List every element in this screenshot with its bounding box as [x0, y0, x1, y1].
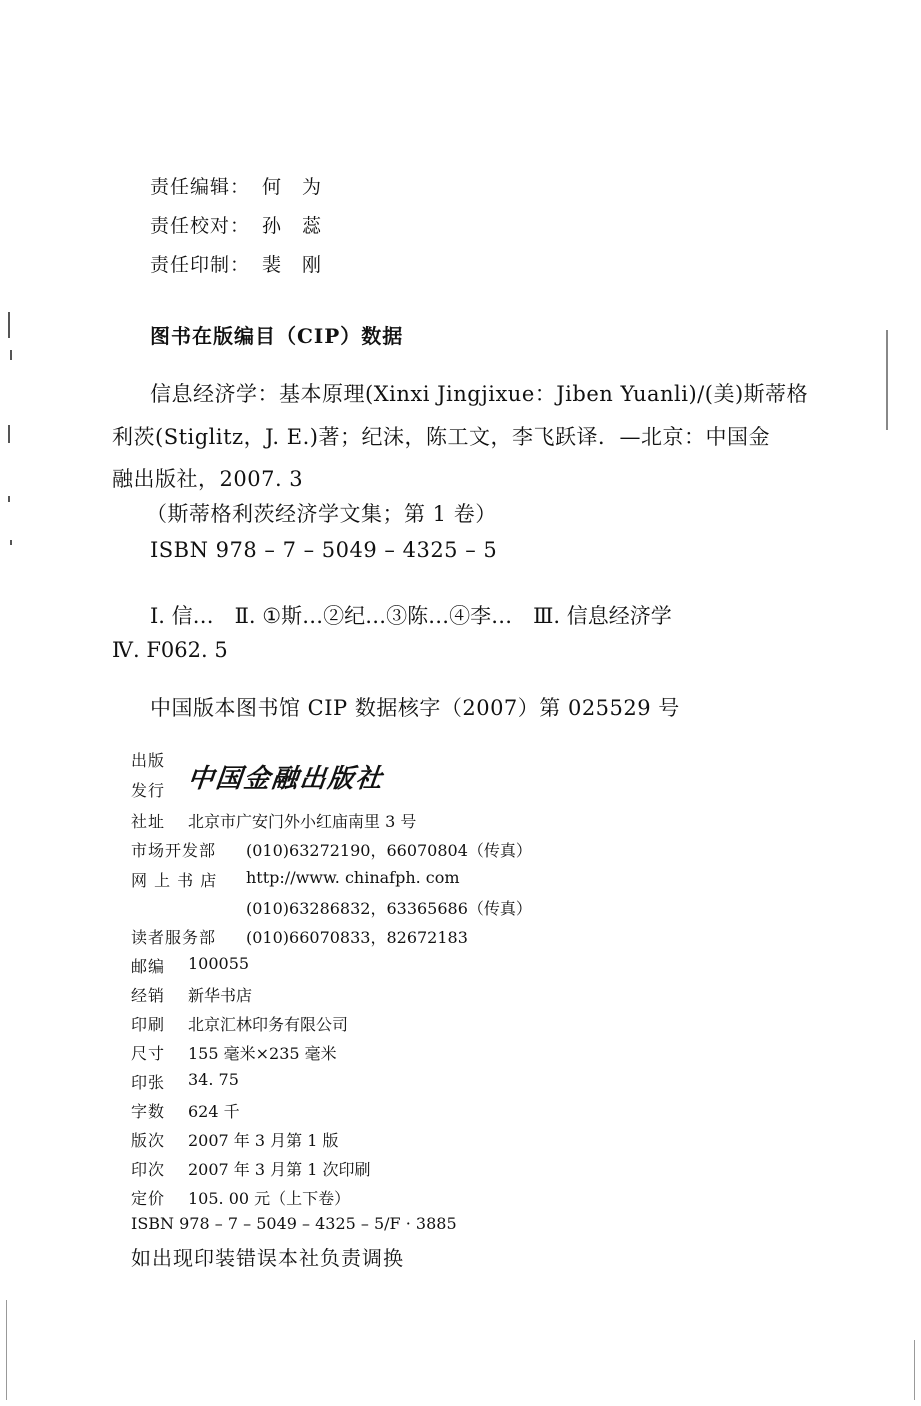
edition-label: 版次	[131, 1131, 166, 1150]
editor-label-1: 责任编辑：	[150, 176, 251, 198]
scan-edge	[914, 1340, 915, 1400]
printing-value: 2007 年 3 月第 1 次印刷	[188, 1160, 371, 1179]
edition-value: 2007 年 3 月第 1 版	[188, 1131, 339, 1150]
scan-mark	[10, 350, 12, 360]
printed-sheets-value: 34. 75	[188, 1070, 239, 1089]
scan-mark	[10, 540, 12, 545]
distributor-label: 经销	[131, 986, 166, 1005]
cip-isbn: ISBN 978 – 7 – 5049 – 4325 – 5	[150, 538, 498, 562]
marketing-dept-label: 市场开发部	[131, 841, 217, 860]
publisher-logo: 中国金融出版社	[186, 764, 386, 794]
size-label: 尺寸	[131, 1044, 166, 1063]
cip-series: （斯蒂格利茨经济学文集；第 1 卷）	[146, 502, 497, 526]
online-store-label: 网 上 书 店	[131, 871, 218, 890]
cip-classification-line-1: Ⅰ. 信… Ⅱ. ①斯…②纪…③陈…④李… Ⅲ. 信息经济学	[150, 604, 672, 628]
online-store-url: http://www. chinafph. com	[246, 868, 460, 887]
cip-record-number: 中国版本图书馆 CIP 数据核字（2007）第 025529 号	[150, 696, 680, 720]
size-value: 155 毫米×235 毫米	[188, 1044, 337, 1063]
cip-record-line-2: 利茨(Stiglitz，J. E.)著；纪沫，陈工文，李飞跃译．—北京：中国金	[112, 425, 770, 449]
scan-mark	[8, 496, 10, 502]
reader-service-label: 读者服务部	[131, 928, 217, 947]
printer-value: 北京汇林印务有限公司	[188, 1015, 349, 1034]
address-value: 北京市广安门外小红庙南里 3 号	[188, 812, 417, 831]
editor-label-3: 责任印制：	[150, 254, 251, 276]
printed-sheets-label: 印张	[131, 1073, 166, 1092]
editor-label-2: 责任校对：	[150, 215, 251, 237]
price-value: 105. 00 元（上下卷）	[188, 1189, 351, 1208]
scan-mark	[8, 312, 10, 338]
cip-record-line-1: 信息经济学：基本原理(Xinxi Jingjixue：Jiben Yuanli)/(美)斯蒂格	[150, 382, 809, 406]
cip-record-line-3: 融出版社，2007. 3	[112, 467, 304, 491]
word-count-label: 字数	[131, 1102, 166, 1121]
distributor-value: 新华书店	[188, 986, 253, 1005]
cip-classification-line-2: Ⅳ. F062. 5	[112, 638, 228, 662]
postcode-value: 100055	[188, 954, 250, 973]
scan-mark	[886, 330, 888, 430]
editor-name-3: 裴 刚	[262, 254, 323, 276]
price-label: 定价	[131, 1189, 166, 1208]
editor-name-1: 何 为	[262, 176, 323, 198]
defect-notice: 如出现印装错误本社负责调换	[131, 1246, 404, 1270]
scan-edge	[6, 1300, 7, 1400]
printing-label: 印次	[131, 1160, 166, 1179]
address-label: 社址	[131, 812, 166, 831]
isbn-full: ISBN 978 – 7 – 5049 – 4325 – 5/F · 3885	[131, 1214, 457, 1233]
reader-service-value: (010)66070833，82672183	[246, 928, 468, 947]
printer-label: 印刷	[131, 1015, 166, 1034]
publisher-label-line-1: 出版	[131, 751, 166, 770]
scan-mark	[8, 425, 10, 443]
publisher-label-line-2: 发行	[131, 781, 166, 800]
word-count-value: 624 千	[188, 1102, 240, 1121]
marketing-dept-value: (010)63272190，66070804（传真）	[246, 841, 532, 860]
postcode-label: 邮编	[131, 957, 166, 976]
editor-name-2: 孙 蕊	[262, 215, 323, 237]
online-store-phone: (010)63286832，63365686（传真）	[246, 899, 532, 918]
cip-heading: 图书在版编目（CIP）数据	[150, 324, 404, 348]
